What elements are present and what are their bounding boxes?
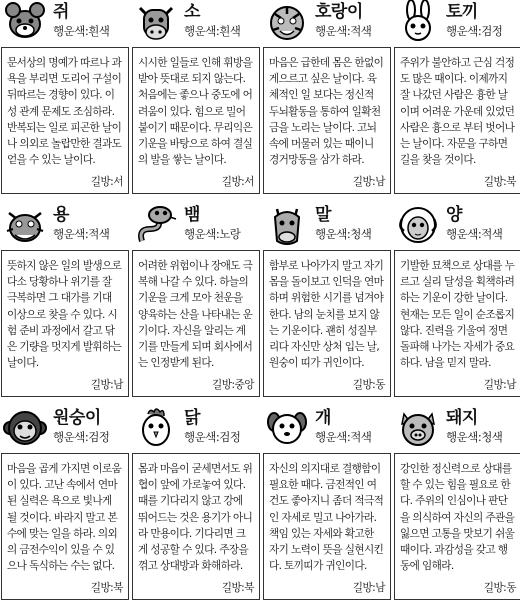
pig-icon <box>396 406 440 450</box>
fortune-box <box>394 453 520 600</box>
fortune-box <box>263 250 391 397</box>
zodiac-card <box>132 0 260 196</box>
lucky-color: 행운색:적색 <box>315 24 372 38</box>
lucky-color: 행운색:검정 <box>184 430 241 444</box>
cow-icon <box>134 0 178 44</box>
fortune-text: 함부로 나아가지 말고 자기 몸을 돌이보고 인덕을 연마하며 위험한 시기를 넘겨야 한다. 남의 눈치를 보지 않는 기운이다. 괜히 성질부리다 자신만 상처 입는 날, 원숭이 띠가 귀인이다. <box>269 260 384 370</box>
lucky-color: 행운색:적색 <box>53 227 110 241</box>
card-header <box>132 0 260 45</box>
fortune-text: 기발한 묘책으로 상대를 누르고 실리 달성을 획책하려하는 기운이 강한 날이다. 현재는 모든 일이 순조롭지 않다. 진력을 기울여 정면 돌파해 나가는 자세가 중요하다. 남을 믿지 말라. <box>400 260 515 370</box>
lucky-color: 행운색:적색 <box>446 227 503 241</box>
card-header <box>1 203 129 248</box>
fortune-box <box>1 250 129 397</box>
zodiac-card <box>394 406 520 602</box>
horse-icon <box>265 203 309 247</box>
lucky-color: 행운색:흰색 <box>184 24 241 38</box>
lucky-direction: 길방:남 <box>481 377 516 393</box>
zodiac-card <box>394 203 520 399</box>
zodiac-name: 토끼 <box>446 2 478 22</box>
fortune-text: 강인한 정신력으로 상대를 할 수 있는 힘을 필요로 한다. 주위의 인심이나 판단을 의식하여 자신의 주관을 잃으면 고통을 맛보기 쉬울 때이다. 과감성을 갖고 행동에 임해라. <box>400 463 515 573</box>
rabbit-icon <box>396 0 440 44</box>
fortune-box <box>394 47 520 194</box>
fortune-text: 시시한 일들로 인해 휘방을 받아 뜻대로 되지 않는다. 처음에는 좋으나 중도에 어려움이 있다. 힘으로 밀어붙이기 때문이다. 무리익은 기운을 바탕으로 하여 결실의 발을 쌓는 날이다. <box>138 57 253 167</box>
zodiac-name: 원숭이 <box>53 408 101 428</box>
lucky-direction: 길방:북 <box>219 580 254 596</box>
lucky-color: 행운색:검정 <box>53 430 110 444</box>
fortune-box <box>1 47 129 194</box>
fortune-text: 마음은 급한데 몸은 한없이 게으르고 싶은 날이다. 육체적인 일 보다는 정신적 두뇌활동을 통하여 일확천금을 노리는 날이다. 고뇌 속에 머물러 있는 때이니 경거망동을 삼가 하라. <box>269 57 384 167</box>
lucky-direction: 길방:중앙 <box>209 377 254 393</box>
zodiac-card <box>1 406 129 602</box>
fortune-text: 자신의 의지대로 결행함이 필요한 때다. 금전적인 여건도 좋아지니 좀더 적극적인 자세로 밀고 나아가라. 책임 있는 자세와 확고한 자기 노력이 뜻을 실현시킨다. 토끼띠가 귀인이다. <box>269 463 384 573</box>
zodiac-card <box>263 0 391 196</box>
card-header <box>1 0 129 45</box>
zodiac-card <box>1 203 129 399</box>
zodiac-name: 말 <box>315 205 331 225</box>
lucky-direction: 길방:동 <box>350 377 385 393</box>
zodiac-name: 쥐 <box>53 2 69 22</box>
card-header <box>263 0 391 45</box>
tiger-icon <box>265 0 309 44</box>
lucky-direction: 길방:서 <box>219 174 254 190</box>
lucky-color: 행운색:검정 <box>446 24 503 38</box>
card-header <box>132 406 260 451</box>
zodiac-card <box>132 203 260 399</box>
fortune-text: 주위가 불안하고 근심 걱정도 많은 때이다. 이제까지 잘 나갔던 사람은 흉한 날이며 어려운 가운데 있었던 사람은 흉으로 부터 벗어나는 날이다. 자문을 구하면 길을 찾을 것이다. <box>400 57 515 167</box>
dog-icon <box>265 406 309 450</box>
fortune-box <box>263 453 391 600</box>
fortune-text: 몸과 마음이 굳세면서도 위협이 앞에 가로놓여 있다. 때를 기다리지 않고 강에 뛰어드는 것은 용기가 아니라 만용이다. 기다리면 크게 성공할 수 있다. 주장을 꺾고 상대방과 화해하라. <box>138 463 253 573</box>
zodiac-card <box>1 0 129 196</box>
zodiac-card <box>132 406 260 602</box>
snake-icon <box>134 203 178 247</box>
dragon-icon <box>3 203 47 247</box>
fortune-box <box>132 250 260 397</box>
card-header <box>394 0 520 45</box>
card-header <box>132 203 260 248</box>
card-header <box>394 203 520 248</box>
lucky-direction: 길방:동 <box>481 580 516 596</box>
lucky-color: 행운색:노랑 <box>184 227 241 241</box>
zodiac-card <box>263 203 391 399</box>
fortune-box <box>263 47 391 194</box>
rooster-icon <box>134 406 178 450</box>
zodiac-name: 뱀 <box>184 205 200 225</box>
fortune-box <box>132 453 260 600</box>
zodiac-name: 호랑이 <box>315 2 363 22</box>
fortune-box <box>1 453 129 600</box>
zodiac-name: 닭 <box>184 408 200 428</box>
fortune-box <box>394 250 520 397</box>
fortune-box <box>132 47 260 194</box>
zodiac-name: 소 <box>184 2 200 22</box>
lucky-color: 행운색:청색 <box>446 430 503 444</box>
zodiac-name: 돼지 <box>446 408 478 428</box>
fortune-text: 문서상의 명예가 따르나 과욕을 부리면 도리어 구설이 뒤따르는 경향이 있다. 이성 관계 문제도 조심하라. 반복되는 일로 피곤한 날이나 의외로 놀랍만한 결과도 얻을 수 있는 날이다. <box>7 57 122 167</box>
card-header <box>1 406 129 451</box>
rat-icon <box>3 0 47 44</box>
sheep-icon <box>396 203 440 247</box>
zodiac-card <box>263 406 391 602</box>
lucky-direction: 길방:남 <box>88 377 123 393</box>
fortune-text: 뜻하지 않은 일의 발생으로 다소 당황하나 위기를 잘 극복하면 그 대가를 기대 이상으로 찾을 수 있다. 시험 준비 과정에서 갈고 닦은 기량을 멋지게 발휘하는 날이다. <box>7 260 122 370</box>
card-header <box>263 406 391 451</box>
zodiac-card <box>394 0 520 196</box>
lucky-direction: 길방:북 <box>481 174 516 190</box>
lucky-direction: 길방:북 <box>88 580 123 596</box>
zodiac-name: 용 <box>53 205 69 225</box>
lucky-direction: 길방:서 <box>88 174 123 190</box>
card-header <box>394 406 520 451</box>
zodiac-name: 개 <box>315 408 331 428</box>
monkey-icon <box>3 406 47 450</box>
lucky-direction: 길방:남 <box>350 174 385 190</box>
fortune-text: 마음을 곱게 가지면 이로움이 있다. 고난 속에서 연마된 실력은 욕으로 빛나게 될 것이다. 바라지 말고 본수에 맞는 일을 하라. 의외의 금전수익이 있을 수 있으나 독식하는 수는 없다. <box>7 463 122 573</box>
zodiac-name: 양 <box>446 205 462 225</box>
card-header <box>263 203 391 248</box>
lucky-color: 행운색:흰색 <box>53 24 110 38</box>
fortune-text: 어려한 위험이나 장애도 극복해 나갈 수 있다. 하늘의 기운을 크게 모아 천운을 양육하는 산을 나타내는 운기이다. 자신을 알리는 계기를 만들게 되며 회사에서는 인정받게 된다. <box>138 260 253 370</box>
lucky-color: 행운색:청색 <box>315 227 372 241</box>
lucky-color: 행운색:적색 <box>315 430 372 444</box>
lucky-direction: 길방:남 <box>350 580 385 596</box>
